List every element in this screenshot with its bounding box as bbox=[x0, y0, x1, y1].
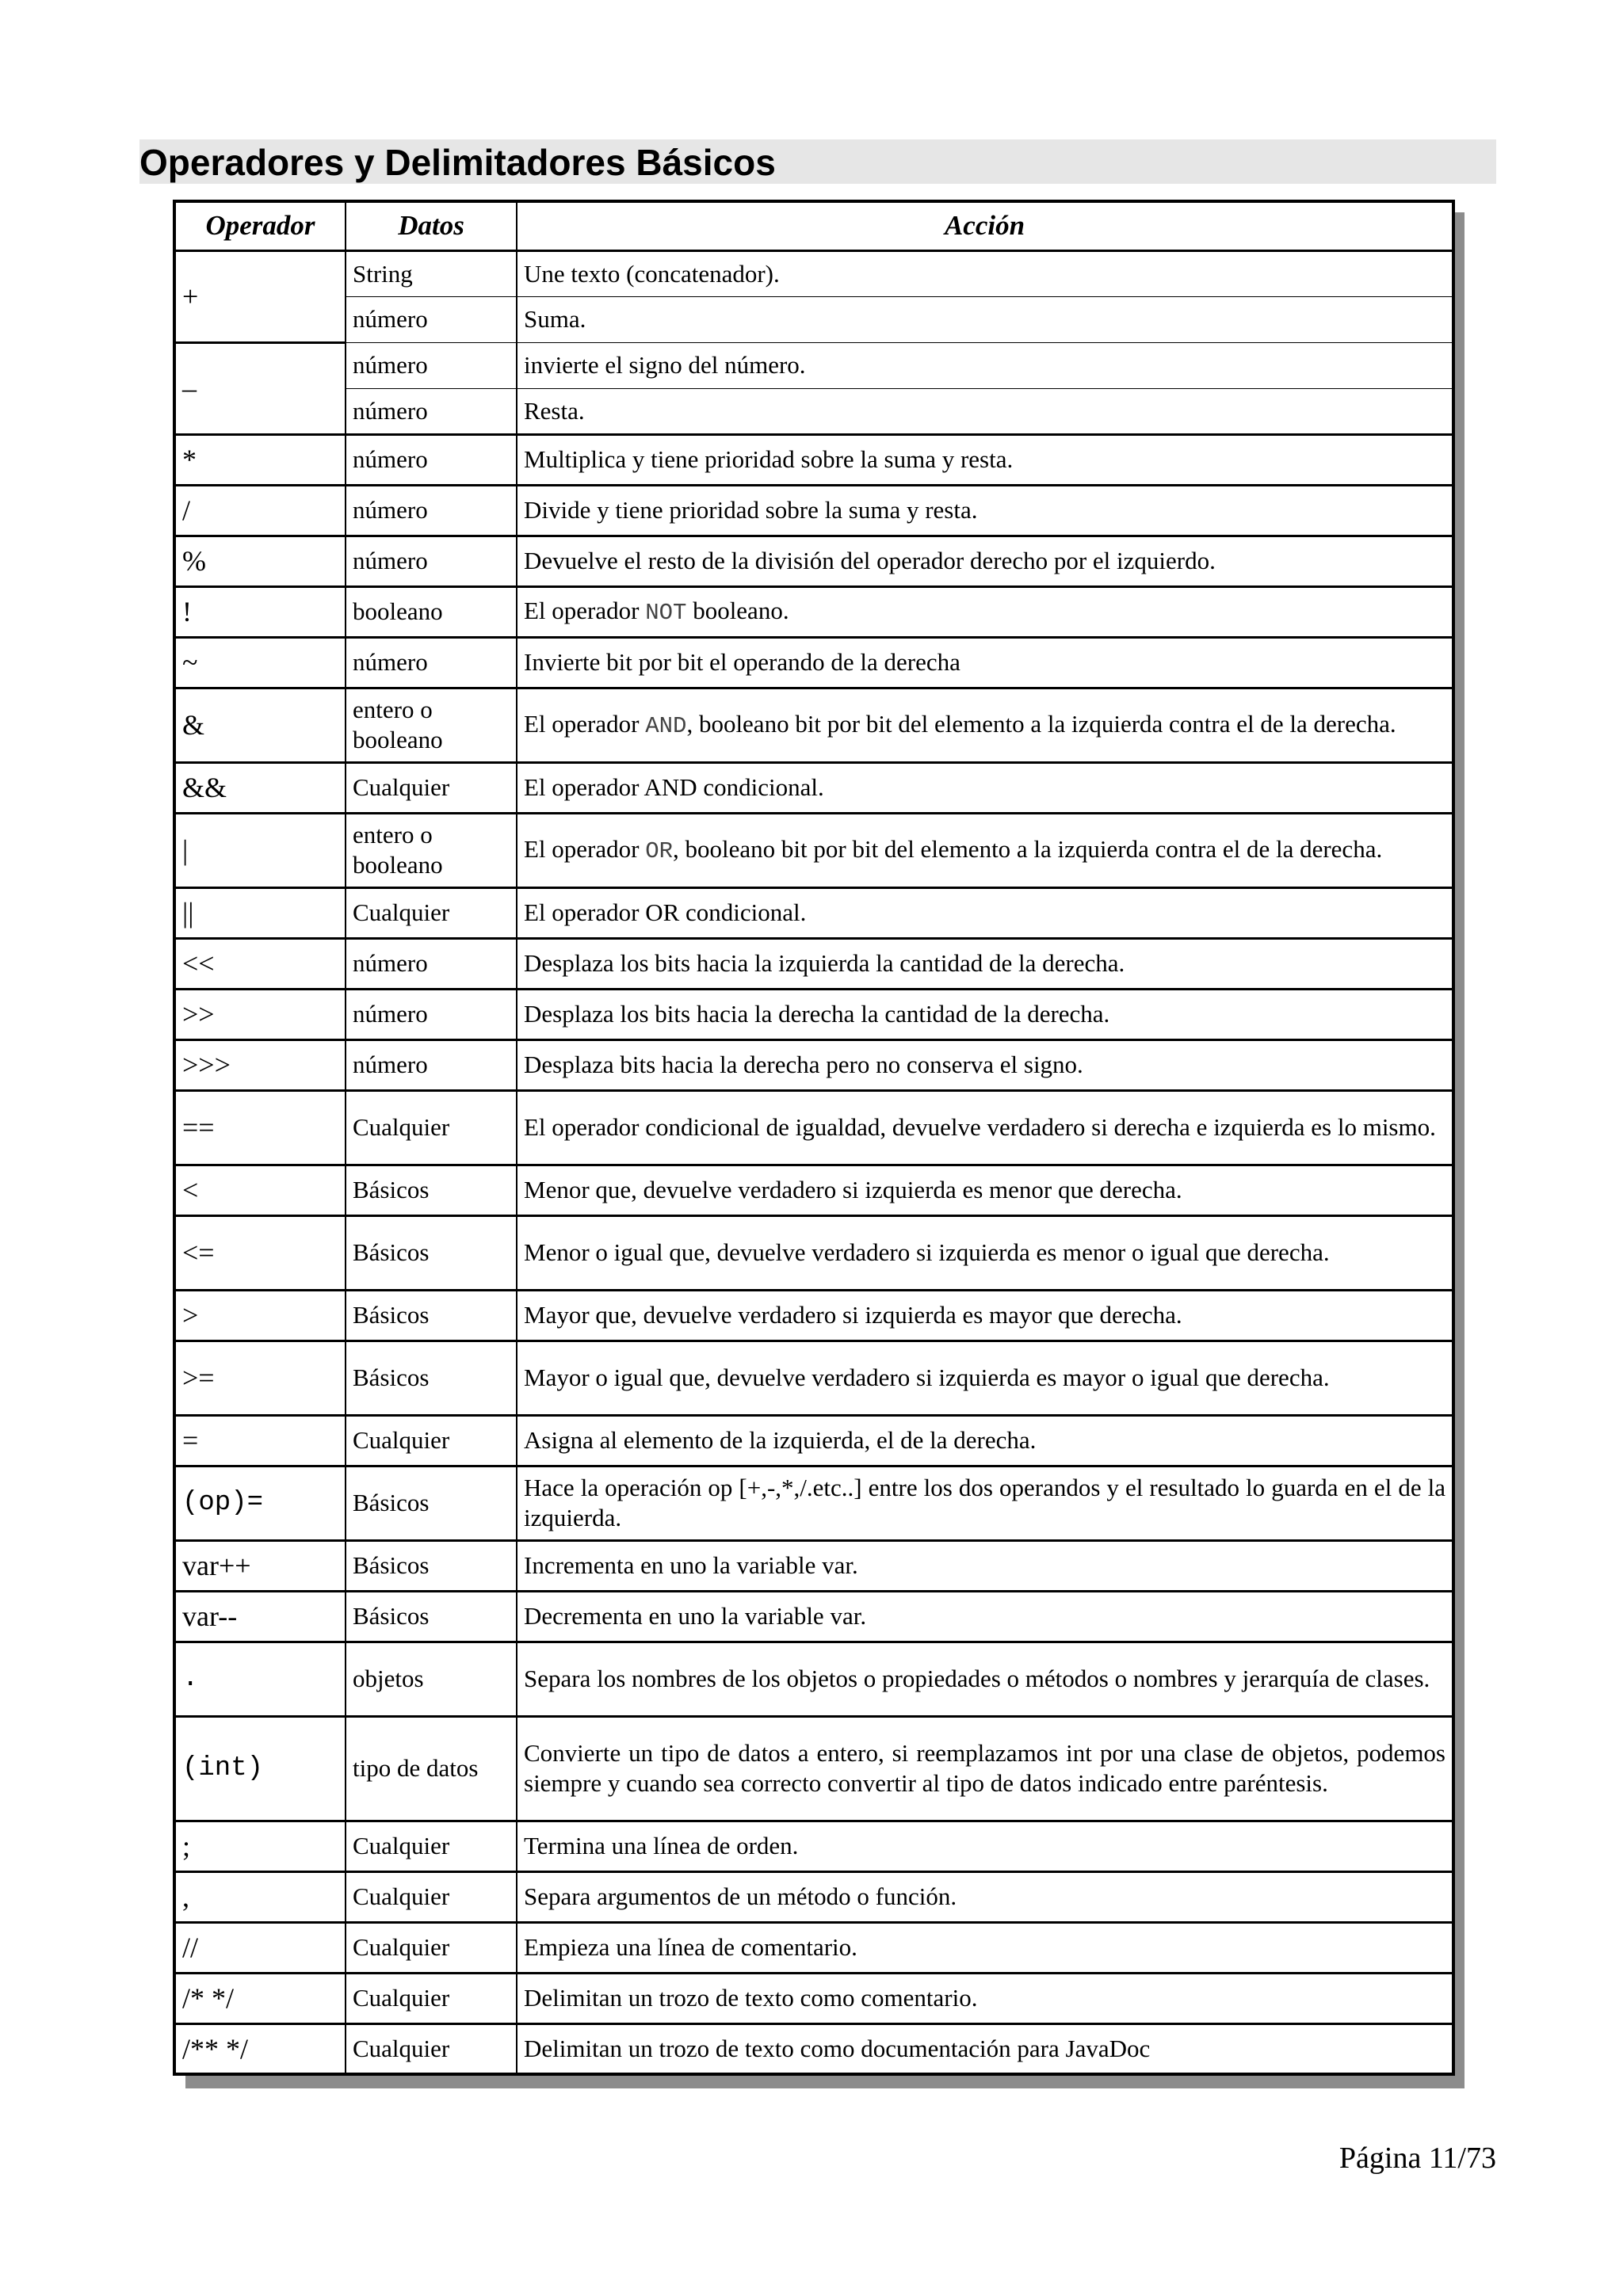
data-cell: Cualquier bbox=[346, 1973, 517, 2023]
action-cell: Asigna al elemento de la izquierda, el de la derecha. bbox=[517, 1415, 1453, 1466]
table-row bbox=[174, 762, 1453, 813]
operator-cell: >> bbox=[174, 989, 346, 1039]
table-row bbox=[174, 586, 1453, 637]
header-operator: Operador bbox=[174, 201, 346, 250]
data-cell: Cualquier bbox=[346, 1090, 517, 1165]
operator-cell: / bbox=[174, 485, 346, 536]
operator-cell: || bbox=[174, 887, 346, 938]
action-cell: El operador OR condicional. bbox=[517, 887, 1453, 938]
action-cell: Convierte un tipo de datos a entero, si reemplazamos int por una clase de objetos, podemos siempre y cuando sea correcto convertir al tipo de datos indicado entre paréntesis. bbox=[517, 1716, 1453, 1821]
table-row bbox=[174, 434, 1453, 485]
action-cell: Suma. bbox=[517, 296, 1453, 342]
operator-cell: > bbox=[174, 1290, 346, 1341]
data-cell: tipo de datos bbox=[346, 1716, 517, 1821]
action-cell: invierte el signo del número. bbox=[517, 342, 1453, 388]
header-action: Acción bbox=[517, 201, 1453, 250]
operator-cell: , bbox=[174, 1871, 346, 1922]
action-cell: Une texto (concatenador). bbox=[517, 250, 1453, 296]
data-cell: Básicos bbox=[346, 1290, 517, 1341]
table-row bbox=[174, 989, 1453, 1039]
operator-cell: (op)= bbox=[174, 1466, 346, 1540]
table-row bbox=[174, 1871, 1453, 1922]
data-cell: Básicos bbox=[346, 1466, 517, 1540]
table-row bbox=[174, 250, 1453, 296]
action-cell: Separa los nombres de los objetos o propiedades o métodos o nombres y jerarquía de clases. bbox=[517, 1642, 1453, 1716]
data-cell: número bbox=[346, 536, 517, 586]
action-cell: Hace la operación op [+,-,*,/.etc..] entre los dos operandos y el resultado lo guarda en el de la izquierda. bbox=[517, 1466, 1453, 1540]
operator-cell: . bbox=[174, 1642, 346, 1716]
data-cell: Cualquier bbox=[346, 762, 517, 813]
data-cell: objetos bbox=[346, 1642, 517, 1716]
action-cell: Termina una línea de orden. bbox=[517, 1821, 1453, 1871]
operator-cell: * bbox=[174, 434, 346, 485]
operator-cell: ~ bbox=[174, 637, 346, 688]
action-cell: Empieza una línea de comentario. bbox=[517, 1922, 1453, 1973]
table-row bbox=[174, 536, 1453, 586]
action-cell: Resta. bbox=[517, 388, 1453, 434]
table-row bbox=[174, 1642, 1453, 1716]
data-cell: Cualquier bbox=[346, 1415, 517, 1466]
data-cell: número bbox=[346, 296, 517, 342]
action-cell: Multiplica y tiene prioridad sobre la suma y resta. bbox=[517, 434, 1453, 485]
action-cell: Menor que, devuelve verdadero si izquierda es menor que derecha. bbox=[517, 1165, 1453, 1215]
operator-cell: ; bbox=[174, 1821, 346, 1871]
action-cell: Invierte bit por bit el operando de la derecha bbox=[517, 637, 1453, 688]
action-cell bbox=[517, 586, 1453, 637]
operator-cell: // bbox=[174, 1922, 346, 1973]
operator-cell: (int) bbox=[174, 1716, 346, 1821]
action-cell: Incrementa en uno la variable var. bbox=[517, 1540, 1453, 1591]
operator-cell: % bbox=[174, 536, 346, 586]
operator-cell: >= bbox=[174, 1341, 346, 1415]
table-row bbox=[174, 388, 1453, 434]
action-text: , booleano bit por bit del elemento a la izquierda contra el de la derecha. bbox=[673, 834, 1383, 863]
table-row bbox=[174, 485, 1453, 536]
table-row bbox=[174, 1973, 1453, 2023]
action-cell: Decrementa en uno la variable var. bbox=[517, 1591, 1453, 1642]
data-cell: Básicos bbox=[346, 1165, 517, 1215]
action-cell: Mayor que, devuelve verdadero si izquierda es mayor que derecha. bbox=[517, 1290, 1453, 1341]
operators-table-container bbox=[173, 200, 1452, 2076]
table-row bbox=[174, 1165, 1453, 1215]
page-title-text: Operadores y Delimitadores Básicos bbox=[139, 142, 776, 183]
action-text: El operador bbox=[524, 834, 646, 863]
operator-cell: /* */ bbox=[174, 1973, 346, 2023]
data-cell: booleano bbox=[346, 586, 517, 637]
table-row bbox=[174, 1039, 1453, 1090]
data-cell: Básicos bbox=[346, 1341, 517, 1415]
data-cell: Cualquier bbox=[346, 2023, 517, 2074]
table-row bbox=[174, 2023, 1453, 2074]
action-cell: El operador AND condicional. bbox=[517, 762, 1453, 813]
action-text: , booleano bit por bit del elemento a la izquierda contra el de la derecha. bbox=[686, 709, 1396, 738]
operator-cell: >>> bbox=[174, 1039, 346, 1090]
table-row bbox=[174, 637, 1453, 688]
keyword: NOT bbox=[645, 599, 687, 626]
data-cell: entero o booleano bbox=[346, 688, 517, 762]
action-cell: Mayor o igual que, devuelve verdadero si izquierda es mayor o igual que derecha. bbox=[517, 1341, 1453, 1415]
action-cell: Delimitan un trozo de texto como documentación para JavaDoc bbox=[517, 2023, 1453, 2074]
data-cell: número bbox=[346, 485, 517, 536]
operator-cell: && bbox=[174, 762, 346, 813]
action-cell bbox=[517, 813, 1453, 887]
operator-cell: < bbox=[174, 1165, 346, 1215]
keyword: AND bbox=[645, 712, 687, 739]
data-cell: Cualquier bbox=[346, 1821, 517, 1871]
table-row bbox=[174, 1716, 1453, 1821]
data-cell: Cualquier bbox=[346, 1922, 517, 1973]
table-row bbox=[174, 813, 1453, 887]
action-cell: Delimitan un trozo de texto como comentario. bbox=[517, 1973, 1453, 2023]
data-cell: número bbox=[346, 637, 517, 688]
action-cell: Desplaza bits hacia la derecha pero no conserva el signo. bbox=[517, 1039, 1453, 1090]
operator-cell: var-- bbox=[174, 1591, 346, 1642]
action-cell bbox=[517, 688, 1453, 762]
operator-cell: = bbox=[174, 1415, 346, 1466]
table-row bbox=[174, 342, 1453, 388]
operator-cell: ! bbox=[174, 586, 346, 637]
table-row bbox=[174, 1290, 1453, 1341]
table-header-row bbox=[174, 201, 1453, 250]
operator-cell: – bbox=[174, 342, 346, 434]
data-cell: Cualquier bbox=[346, 887, 517, 938]
operator-cell: | bbox=[174, 813, 346, 887]
operator-cell: <= bbox=[174, 1215, 346, 1290]
table-row bbox=[174, 1415, 1453, 1466]
table-row bbox=[174, 688, 1453, 762]
data-cell: número bbox=[346, 388, 517, 434]
data-cell: Cualquier bbox=[346, 1871, 517, 1922]
action-text: El operador bbox=[524, 709, 646, 738]
data-cell: número bbox=[346, 938, 517, 989]
data-cell: número bbox=[346, 989, 517, 1039]
data-cell: número bbox=[346, 1039, 517, 1090]
table-row bbox=[174, 1540, 1453, 1591]
header-data: Datos bbox=[346, 201, 517, 250]
table-row bbox=[174, 1341, 1453, 1415]
data-cell: Básicos bbox=[346, 1215, 517, 1290]
action-cell: Separa argumentos de un método o función. bbox=[517, 1871, 1453, 1922]
data-cell: Básicos bbox=[346, 1591, 517, 1642]
action-cell: Desplaza los bits hacia la izquierda la cantidad de la derecha. bbox=[517, 938, 1453, 989]
action-cell: Menor o igual que, devuelve verdadero si izquierda es menor o igual que derecha. bbox=[517, 1215, 1453, 1290]
operator-cell: << bbox=[174, 938, 346, 989]
data-cell: número bbox=[346, 434, 517, 485]
table-row bbox=[174, 1090, 1453, 1165]
operator-cell: /** */ bbox=[174, 2023, 346, 2074]
operator-cell: + bbox=[174, 250, 346, 342]
table-row bbox=[174, 1591, 1453, 1642]
data-cell: número bbox=[346, 342, 517, 388]
operators-table bbox=[173, 200, 1455, 2076]
action-text: El operador bbox=[524, 596, 646, 624]
operator-cell: == bbox=[174, 1090, 346, 1165]
table-row bbox=[174, 1466, 1453, 1540]
page-title bbox=[139, 139, 1496, 184]
action-text: booleano. bbox=[686, 596, 789, 624]
table-row bbox=[174, 296, 1453, 342]
data-cell: String bbox=[346, 250, 517, 296]
table-row bbox=[174, 1922, 1453, 1973]
data-cell: Básicos bbox=[346, 1540, 517, 1591]
operator-cell: var++ bbox=[174, 1540, 346, 1591]
data-cell: entero o booleano bbox=[346, 813, 517, 887]
action-cell: Divide y tiene prioridad sobre la suma y resta. bbox=[517, 485, 1453, 536]
action-cell: Devuelve el resto de la división del operador derecho por el izquierdo. bbox=[517, 536, 1453, 586]
action-cell: Desplaza los bits hacia la derecha la cantidad de la derecha. bbox=[517, 989, 1453, 1039]
action-cell: El operador condicional de igualdad, devuelve verdadero si derecha e izquierda es lo mismo. bbox=[517, 1090, 1453, 1165]
table-body bbox=[174, 250, 1453, 2074]
table-row bbox=[174, 1215, 1453, 1290]
table-row bbox=[174, 1821, 1453, 1871]
keyword: OR bbox=[645, 837, 674, 864]
table-row bbox=[174, 887, 1453, 938]
table-row bbox=[174, 938, 1453, 989]
operator-cell: & bbox=[174, 688, 346, 762]
page-number: Página 11/73 bbox=[1338, 2142, 1496, 2175]
